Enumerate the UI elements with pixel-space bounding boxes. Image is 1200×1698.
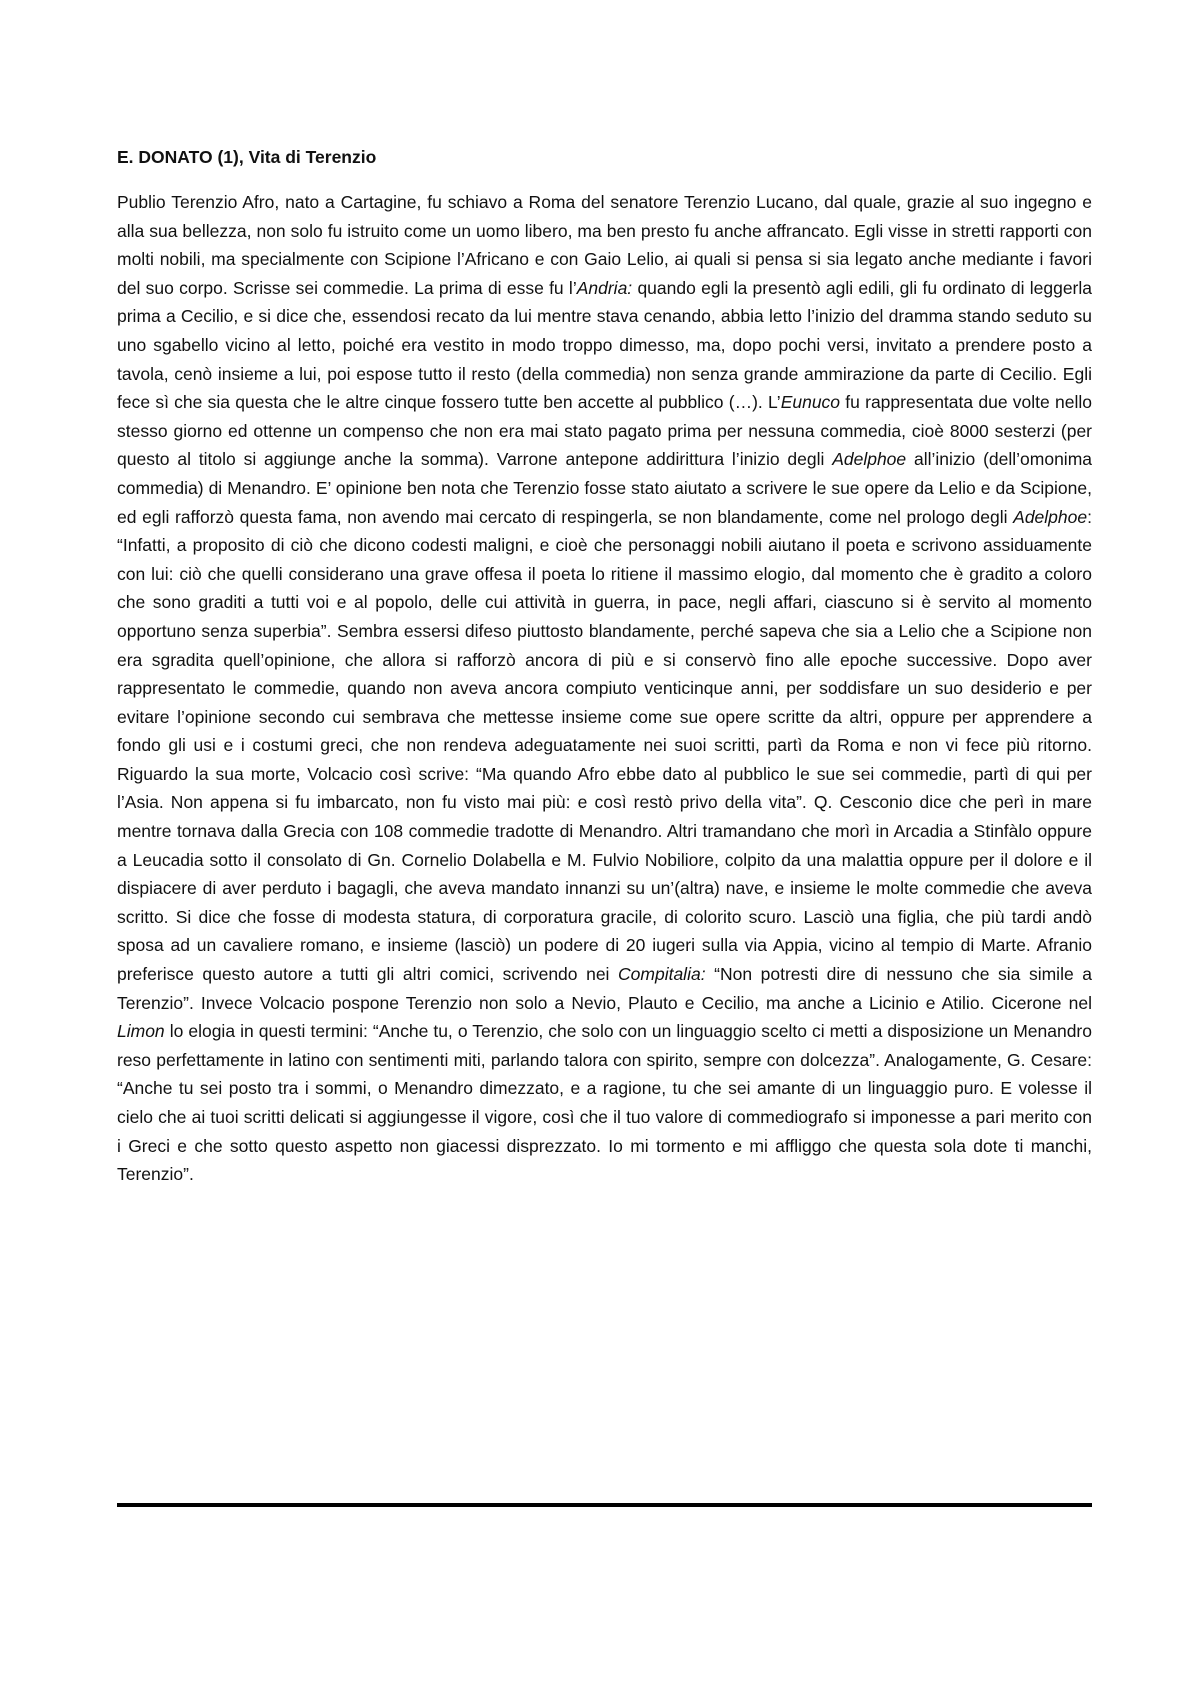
work-title-adelphoe: Adelphoe <box>1013 506 1088 527</box>
work-title-compitalia: Compitalia: <box>618 964 706 985</box>
work-title-andria: Andria: <box>576 277 633 298</box>
footer-divider <box>117 1503 1092 1507</box>
body-text: quando egli la presentò agli edili, gli fu ordinato di leggerla prima a Cecilio, e si dice che, essendosi recato da lui mentre stava cenando, abbia letto l’inizio del dramma stando seduto su uno sgabello vicino al letto, poiché era vestito in modo troppo dimesso, ma, dopo pochi versi, invitato a prendere posto a tavola, cenò insieme a lui, poi espose tutto il resto (della commedia) non senza grande ammirazione da parte di Cecilio. Egli fece sì che sia questa che le altre cinque fossero tutte ben accette al pubblico (…). L’ <box>117 277 1092 413</box>
document-title: E. DONATO (1), Vita di Terenzio <box>117 147 377 167</box>
body-text: : “Infatti, a proposito di ciò che dicono codesti maligni, e cioè che personaggi nobili aiutano il poeta e scrivono assiduamente con lui: ciò che quelli considerano una grave offesa il poeta lo ritiene il massimo elogio, dal momento che è gradito a coloro che sono graditi a tutti voi e al popolo, delle cui attività in guerra, in pace, negli affari, ciascuno si è servito al momento opportuno senza superbia”. Sembra essersi difeso piuttosto blandamente, perché sapeva che sia a Lelio che a Scipione non era sgradita quell’opinione, che allora si rafforzò ancora di più e si conservò fino alle epoche successive. Dopo aver rappresentato le commedie, quando non aveva ancora compiuto venticinque anni, per soddisfare un suo desiderio e per evitare l’opinione secondo cui sembrava che mettesse insieme come sue opere scritte da altri, oppure per apprendere a fondo gli usi e i costumi greci, che non rendeva adeguatamente nei suoi scritti, partì da Roma e non vi fece più ritorno. Riguardo la sua morte, Volcacio così scrive: “Ma quando Afro ebbe dato al pubblico le sue sei commedie, partì di qui per l’Asia. Non appena si fu imbarcato, non fu visto mai più: e così restò privo della vita”. Q. Cesconio dice che perì in mare mentre tornava dalla Grecia con 108 commedie tradotte di Menandro. Altri tramandano che morì in Arcadia a Stinfàlo oppure a Leucadia sotto il consolato di Gn. Cornelio Dolabella e M. Fulvio Nobiliore, colpito da una malattia oppure per il dolore e il dispiacere di aver perduto i bagagli, che aveva mandato innanzi su un’(altra) nave, e insieme le molte commedie che aveva scritto. Si dice che fosse di modesta statura, di corporatura gracile, di colorito scuro. Lasciò una figlia, che più tardi andò sposa ad un cavaliere romano, e insieme (lasciò) un podere di 20 iugeri sulla via Appia, vicino al tempio di Marte. Afranio preferisce questo autore a tutti gli altri comici, scrivendo nei <box>117 506 1092 985</box>
body-text: all’inizio (dell’omonima commedia) di Menandro. E’ opinione ben nota che Terenzio fosse stato aiutato a scrivere le sue opere da Lelio e da Scipione, ed egli rafforzò questa fama, non avendo mai cercato di respingerla, se non blandamente, come nel prologo degli <box>117 449 1092 527</box>
document-body <box>117 188 1092 1189</box>
body-text: “Non potresti dire di nessuno che sia simile a Terenzio”. Invece Volcacio pospone Terenzio non solo a Nevio, Plauto e Cecilio, ma anche a Licinio e Atilio. Cicerone nel <box>117 964 1092 1013</box>
document-content <box>117 144 1092 1189</box>
body-text: fu rappresentata due volte nello stesso giorno ed ottenne un compenso che non era mai stato pagato prima per nessuna commedia, cioè 8000 sesterzi (per questo al titolo si aggiunge anche la somma). Varrone antepone addirittura l’inizio degli <box>117 392 1092 470</box>
work-title-adelphoe: Adelphoe <box>832 449 907 470</box>
work-title-eunuco: Eunuco <box>780 392 841 413</box>
body-text: lo elogia in questi termini: “Anche tu, o Terenzio, che solo con un linguaggio scelto ci metti a disposizione un Menandro reso perfettamente in latino con sentimenti miti, parlando talora con spirito, sempre con dolcezza”. Analogamente, G. Cesare: “Anche tu sei posto tra i sommi, o Menandro dimezzato, e a ragione, tu che sei amante di un linguaggio puro. E volesse il cielo che ai tuoi scritti delicati si aggiungesse il vigore, così che il tuo valore di commediografo si imponesse a pari merito con i Greci e che sotto questo aspetto non giacessi disprezzato. Io mi tormento e mi affliggo che questa sola dote ti manchi, Terenzio”. <box>117 1021 1092 1185</box>
work-title-limon: Limon <box>117 1021 165 1042</box>
body-text: Publio Terenzio Afro, nato a Cartagine, fu schiavo a Roma del senatore Terenzio Lucano, dal quale, grazie al suo ingegno e alla sua bellezza, non solo fu istruito come un uomo libero, ma ben presto fu anche affrancato. Egli visse in stretti rapporti con molti nobili, ma specialmente con Scipione l’Africano e con Gaio Lelio, ai quali si pensa si sia legato anche mediante i favori del suo corpo. Scrisse sei commedie. La prima di esse fu l’ <box>117 192 1092 298</box>
